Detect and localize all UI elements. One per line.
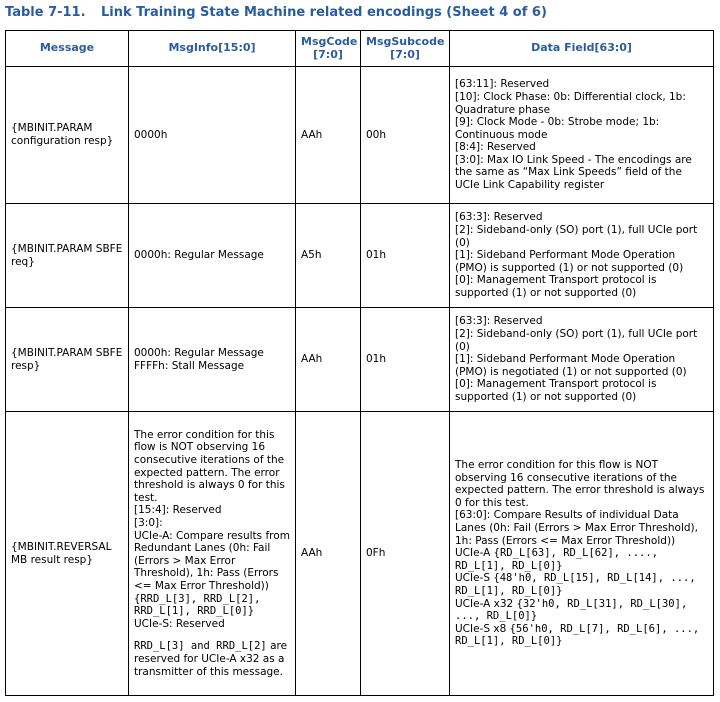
header-msgsubcode: MsgSubcode [7:0] [361, 31, 450, 67]
data-line: [2]: Sideband-only (SO) port (1), full UCIe port (0) [455, 224, 698, 249]
msgsubcode-cell: 00h [361, 67, 450, 204]
ucies-label: UCIe-S [455, 572, 494, 585]
datafield-cell [450, 308, 714, 412]
data-uciea [455, 547, 708, 572]
msginfo-note [134, 640, 290, 678]
note-code: RRD_L[3] and RRD_L[2] [134, 640, 267, 653]
spacer [134, 630, 290, 640]
data-line: [10]: Clock Phase: 0b: Differential clock, 1b: Quadrature phase [455, 90, 686, 116]
table-caption [5, 5, 547, 20]
datafield-cell [450, 412, 714, 696]
msginfo-line: 0000h: Regular Message [134, 346, 264, 359]
data-line: [1]: Sideband Performant Mode Operation (PMO) is negotiated (1) or not supported (0) [455, 353, 687, 378]
msginfo-line: FFFFh: Stall Message [134, 359, 245, 372]
table-row [6, 204, 714, 308]
uciea-code: {RD_L[63], RD_L[62], ...., RD_L[1], RD_L[0]} [455, 547, 659, 572]
message-cell: {MBINIT.PARAM SBFE resp} [6, 308, 129, 412]
header-msgcode: MsgCode [7:0] [296, 31, 361, 67]
data-line: [0]: Management Transport protocol is supported (1) or not supported (0) [455, 378, 657, 403]
msginfo-ucies: UCIe-S: Reserved [134, 617, 225, 630]
message-cell: {MBINIT.REVERSAL MB result resp} [6, 412, 129, 696]
table-row [6, 67, 714, 204]
data-uciea-x32 [455, 598, 708, 623]
msginfo-cell: 0000h [129, 67, 296, 204]
ucies-code: {48'h0, RD_L[15], RD_L[14], ..., RD_L[1], RD_L[0]} [455, 572, 696, 597]
header-msginfo: MsgInfo[15:0] [129, 31, 296, 67]
table-row [6, 412, 714, 696]
data-line: [1]: Sideband Performant Mode Operation (PMO) is supported (1) or not supported (0) [455, 249, 684, 274]
msginfo-bits: [3:0]: [134, 517, 163, 530]
msgcode-cell: AAh [296, 308, 361, 412]
msginfo-intro: The error condition for this flow is NOT observing 16 consecutive iterations of the expected pattern. The error threshold is always 0 for this test. [134, 428, 285, 504]
uciea-x32-label: UCIe-A x32 [455, 597, 517, 610]
msginfo-cell [129, 308, 296, 412]
data-ucies [455, 572, 708, 597]
table-number: Table 7-11. [5, 5, 86, 20]
msginfo-uciea: UCIe-A: Compare results from Redundant Lanes (0h: Fail (Errors > Max Error Threshold), 1h: Pass (Errors <= Max Error Threshold)) [134, 529, 290, 592]
data-compare: [63:0]: Compare Results of individual Data Lanes (0h: Fail (Errors > Max Error Threshold), 1h: Pass (Errors <= Max Error Threshold)) [455, 509, 698, 547]
msginfo-cell: 0000h: Regular Message [129, 204, 296, 308]
data-intro: The error condition for this flow is NOT observing 16 consecutive iterations of the expected pattern. The error threshold is always 0 for this test. [455, 459, 705, 509]
table-row [6, 308, 714, 412]
msginfo-uciea-code: {RRD_L[3], RRD_L[2], RRD_L[1], RRD_L[0]} [134, 592, 261, 618]
message-cell: {MBINIT.PARAM configuration resp} [6, 67, 129, 204]
data-line: [9]: Clock Mode - 0b: Strobe mode; 1b: Continuous mode [455, 116, 660, 141]
ucies-x8-code: {56'h0, RD_L[7], RD_L[6], ..., RD_L[1], RD_L[0]} [455, 622, 700, 648]
datafield-cell [450, 204, 714, 308]
msgsubcode-cell: 01h [361, 308, 450, 412]
msgcode-cell: AAh [296, 67, 361, 204]
msgcode-cell: A5h [296, 204, 361, 308]
uciea-label: UCIe-A [455, 547, 494, 560]
msgsubcode-cell: 01h [361, 204, 450, 308]
note-text: are reserved for UCIe-A x32 as a transmitter of this message. [134, 640, 288, 678]
ucies-x8-label: UCIe-S x8 [455, 622, 510, 635]
encodings-table [5, 30, 714, 696]
datafield-cell [450, 67, 714, 204]
data-line: [8:4]: Reserved [455, 141, 536, 154]
data-line: [3:0]: Max IO Link Speed - The encodings are the same as “Max Link Speeds” field of the UCIe Link Capability register [455, 153, 692, 192]
uciea-x32-code: {32'h0, RD_L[31], RD_L[30], ..., RD_L[0]} [455, 597, 688, 623]
data-line: [63:3]: Reserved [455, 211, 543, 224]
msginfo-cell [129, 412, 296, 696]
table-title: Link Training State Machine related encodings (Sheet 4 of 6) [101, 5, 547, 20]
message-cell: {MBINIT.PARAM SBFE req} [6, 204, 129, 308]
header-row [6, 31, 714, 67]
header-message: Message [6, 31, 129, 67]
msgsubcode-cell: 0Fh [361, 412, 450, 696]
header-datafield: Data Field[63:0] [450, 31, 714, 67]
data-line: [0]: Management Transport protocol is supported (1) or not supported (0) [455, 274, 657, 299]
msgcode-cell: AAh [296, 412, 361, 696]
msginfo-reserved: [15:4]: Reserved [134, 504, 222, 517]
data-line: [63:11]: Reserved [455, 78, 550, 91]
data-line: [2]: Sideband-only (SO) port (1), full UCIe port (0) [455, 328, 698, 353]
data-ucies-x8 [455, 623, 708, 648]
data-line: [63:3]: Reserved [455, 315, 543, 328]
